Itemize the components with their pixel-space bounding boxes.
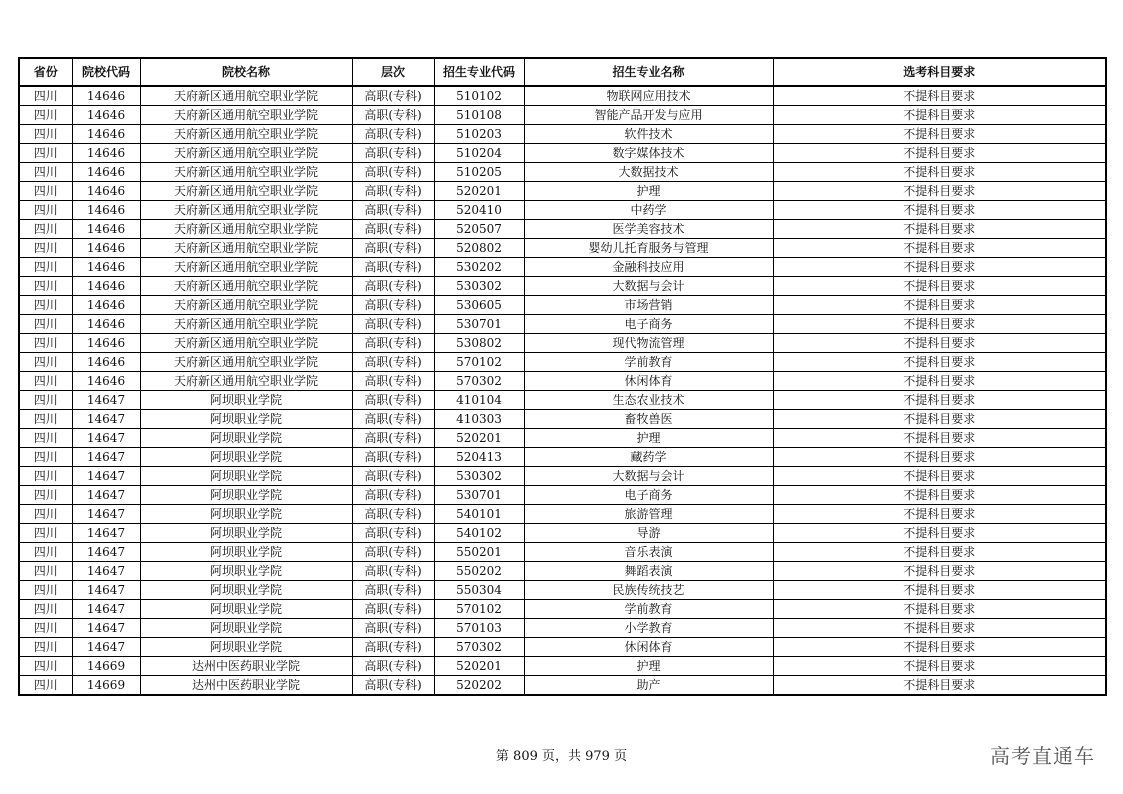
cell-school-code: 14646 <box>72 334 140 353</box>
table-row <box>19 315 1106 334</box>
cell-level: 高职(专科) <box>352 86 434 106</box>
cell-major-code: 530202 <box>434 258 524 277</box>
cell-level: 高职(专科) <box>352 619 434 638</box>
cell-subject-requirement: 不提科目要求 <box>773 372 1106 391</box>
cell-province: 四川 <box>19 448 72 467</box>
cell-level: 高职(专科) <box>352 467 434 486</box>
cell-major-code: 540101 <box>434 505 524 524</box>
cell-province: 四川 <box>19 334 72 353</box>
cell-level: 高职(专科) <box>352 163 434 182</box>
cell-subject-requirement: 不提科目要求 <box>773 619 1106 638</box>
cell-subject-requirement: 不提科目要求 <box>773 258 1106 277</box>
cell-school-code: 14647 <box>72 391 140 410</box>
table-row <box>19 638 1106 657</box>
table-body <box>19 86 1106 695</box>
cell-school-code: 14647 <box>72 581 140 600</box>
cell-province: 四川 <box>19 391 72 410</box>
cell-subject-requirement: 不提科目要求 <box>773 486 1106 505</box>
cell-school-code: 14646 <box>72 106 140 125</box>
cell-school-name: 天府新区通用航空职业学院 <box>140 334 352 353</box>
cell-major-code: 570302 <box>434 372 524 391</box>
cell-school-code: 14647 <box>72 600 140 619</box>
cell-major-code: 510204 <box>434 144 524 163</box>
cell-province: 四川 <box>19 638 72 657</box>
cell-level: 高职(专科) <box>352 410 434 429</box>
table-row <box>19 600 1106 619</box>
cell-subject-requirement: 不提科目要求 <box>773 505 1106 524</box>
cell-major-name: 休闲体育 <box>524 638 773 657</box>
cell-level: 高职(专科) <box>352 524 434 543</box>
cell-level: 高职(专科) <box>352 657 434 676</box>
cell-major-name: 软件技术 <box>524 125 773 144</box>
table-row <box>19 334 1106 353</box>
cell-subject-requirement: 不提科目要求 <box>773 600 1106 619</box>
column-header-province: 省份 <box>19 58 72 86</box>
table-row <box>19 467 1106 486</box>
column-header-major-name: 招生专业名称 <box>524 58 773 86</box>
cell-subject-requirement: 不提科目要求 <box>773 543 1106 562</box>
cell-school-name: 天府新区通用航空职业学院 <box>140 163 352 182</box>
cell-province: 四川 <box>19 410 72 429</box>
cell-school-code: 14646 <box>72 315 140 334</box>
cell-school-code: 14647 <box>72 429 140 448</box>
cell-school-name: 天府新区通用航空职业学院 <box>140 86 352 106</box>
cell-province: 四川 <box>19 296 72 315</box>
cell-province: 四川 <box>19 486 72 505</box>
cell-major-name: 音乐表演 <box>524 543 773 562</box>
cell-province: 四川 <box>19 505 72 524</box>
cell-level: 高职(专科) <box>352 638 434 657</box>
cell-major-code: 530802 <box>434 334 524 353</box>
cell-school-code: 14646 <box>72 258 140 277</box>
cell-major-code: 510102 <box>434 86 524 106</box>
cell-school-code: 14646 <box>72 144 140 163</box>
cell-major-code: 520507 <box>434 220 524 239</box>
cell-level: 高职(专科) <box>352 315 434 334</box>
cell-school-name: 天府新区通用航空职业学院 <box>140 277 352 296</box>
cell-major-code: 570103 <box>434 619 524 638</box>
cell-major-code: 520201 <box>434 429 524 448</box>
cell-province: 四川 <box>19 543 72 562</box>
cell-major-name: 现代物流管理 <box>524 334 773 353</box>
cell-major-code: 530701 <box>434 486 524 505</box>
cell-province: 四川 <box>19 106 72 125</box>
cell-school-name: 达州中医药职业学院 <box>140 676 352 696</box>
table-row <box>19 524 1106 543</box>
cell-level: 高职(专科) <box>352 562 434 581</box>
cell-major-code: 550201 <box>434 543 524 562</box>
table-row <box>19 144 1106 163</box>
cell-major-name: 大数据与会计 <box>524 277 773 296</box>
cell-subject-requirement: 不提科目要求 <box>773 448 1106 467</box>
cell-school-code: 14647 <box>72 467 140 486</box>
cell-school-code: 14646 <box>72 201 140 220</box>
cell-school-name: 天府新区通用航空职业学院 <box>140 201 352 220</box>
cell-major-code: 570102 <box>434 353 524 372</box>
cell-subject-requirement: 不提科目要求 <box>773 182 1106 201</box>
cell-subject-requirement: 不提科目要求 <box>773 429 1106 448</box>
cell-school-name: 天府新区通用航空职业学院 <box>140 353 352 372</box>
cell-province: 四川 <box>19 467 72 486</box>
cell-major-code: 570102 <box>434 600 524 619</box>
cell-school-name: 天府新区通用航空职业学院 <box>140 106 352 125</box>
cell-major-code: 520802 <box>434 239 524 258</box>
cell-subject-requirement: 不提科目要求 <box>773 144 1106 163</box>
cell-major-code: 530605 <box>434 296 524 315</box>
cell-subject-requirement: 不提科目要求 <box>773 676 1106 696</box>
cell-school-code: 14647 <box>72 524 140 543</box>
cell-level: 高职(专科) <box>352 296 434 315</box>
cell-major-code: 520202 <box>434 676 524 696</box>
cell-major-code: 540102 <box>434 524 524 543</box>
cell-school-name: 阿坝职业学院 <box>140 524 352 543</box>
cell-major-name: 护理 <box>524 657 773 676</box>
table-row <box>19 657 1106 676</box>
table-row <box>19 429 1106 448</box>
cell-level: 高职(专科) <box>352 106 434 125</box>
table-row <box>19 239 1106 258</box>
cell-major-name: 市场营销 <box>524 296 773 315</box>
cell-major-name: 藏药学 <box>524 448 773 467</box>
cell-province: 四川 <box>19 86 72 106</box>
cell-subject-requirement: 不提科目要求 <box>773 163 1106 182</box>
cell-level: 高职(专科) <box>352 277 434 296</box>
cell-school-name: 阿坝职业学院 <box>140 486 352 505</box>
cell-major-code: 510205 <box>434 163 524 182</box>
table-row <box>19 581 1106 600</box>
cell-school-name: 阿坝职业学院 <box>140 600 352 619</box>
cell-major-code: 520201 <box>434 657 524 676</box>
table-row <box>19 448 1106 467</box>
cell-level: 高职(专科) <box>352 448 434 467</box>
cell-subject-requirement: 不提科目要求 <box>773 277 1106 296</box>
cell-subject-requirement: 不提科目要求 <box>773 638 1106 657</box>
cell-school-name: 天府新区通用航空职业学院 <box>140 182 352 201</box>
cell-major-name: 学前教育 <box>524 353 773 372</box>
cell-level: 高职(专科) <box>352 182 434 201</box>
cell-school-code: 14647 <box>72 619 140 638</box>
table-header-row <box>19 58 1106 86</box>
cell-major-name: 民族传统技艺 <box>524 581 773 600</box>
cell-major-name: 医学美容技术 <box>524 220 773 239</box>
cell-major-name: 畜牧兽医 <box>524 410 773 429</box>
watermark-logo: 高考直通车 <box>990 744 1095 768</box>
cell-school-name: 阿坝职业学院 <box>140 448 352 467</box>
cell-level: 高职(专科) <box>352 505 434 524</box>
cell-subject-requirement: 不提科目要求 <box>773 201 1106 220</box>
cell-level: 高职(专科) <box>352 258 434 277</box>
table-row <box>19 372 1106 391</box>
cell-major-name: 学前教育 <box>524 600 773 619</box>
table-row <box>19 676 1106 696</box>
table-row <box>19 410 1106 429</box>
cell-province: 四川 <box>19 600 72 619</box>
cell-level: 高职(专科) <box>352 429 434 448</box>
cell-school-code: 14647 <box>72 486 140 505</box>
cell-subject-requirement: 不提科目要求 <box>773 581 1106 600</box>
cell-subject-requirement: 不提科目要求 <box>773 391 1106 410</box>
cell-level: 高职(专科) <box>352 486 434 505</box>
table-row <box>19 163 1106 182</box>
cell-subject-requirement: 不提科目要求 <box>773 315 1106 334</box>
cell-major-name: 大数据技术 <box>524 163 773 182</box>
cell-province: 四川 <box>19 619 72 638</box>
cell-province: 四川 <box>19 277 72 296</box>
cell-school-name: 天府新区通用航空职业学院 <box>140 125 352 144</box>
table-row <box>19 353 1106 372</box>
cell-school-name: 阿坝职业学院 <box>140 391 352 410</box>
table-row <box>19 220 1106 239</box>
cell-province: 四川 <box>19 429 72 448</box>
cell-major-name: 大数据与会计 <box>524 467 773 486</box>
cell-subject-requirement: 不提科目要求 <box>773 467 1106 486</box>
cell-school-code: 14646 <box>72 86 140 106</box>
cell-school-name: 天府新区通用航空职业学院 <box>140 144 352 163</box>
cell-province: 四川 <box>19 239 72 258</box>
cell-subject-requirement: 不提科目要求 <box>773 410 1106 429</box>
cell-major-name: 小学教育 <box>524 619 773 638</box>
table-row <box>19 182 1106 201</box>
table-row <box>19 543 1106 562</box>
cell-school-code: 14647 <box>72 562 140 581</box>
cell-subject-requirement: 不提科目要求 <box>773 562 1106 581</box>
cell-subject-requirement: 不提科目要求 <box>773 125 1106 144</box>
column-header-school-name: 院校名称 <box>140 58 352 86</box>
cell-province: 四川 <box>19 657 72 676</box>
table-row <box>19 258 1106 277</box>
cell-school-name: 阿坝职业学院 <box>140 581 352 600</box>
cell-province: 四川 <box>19 182 72 201</box>
cell-school-code: 14646 <box>72 239 140 258</box>
cell-major-code: 510203 <box>434 125 524 144</box>
cell-school-code: 14646 <box>72 182 140 201</box>
cell-subject-requirement: 不提科目要求 <box>773 657 1106 676</box>
cell-province: 四川 <box>19 144 72 163</box>
table-row <box>19 125 1106 144</box>
cell-major-name: 婴幼儿托育服务与管理 <box>524 239 773 258</box>
cell-province: 四川 <box>19 581 72 600</box>
cell-school-code: 14669 <box>72 657 140 676</box>
cell-major-name: 物联网应用技术 <box>524 86 773 106</box>
column-header-subject-requirement: 选考科目要求 <box>773 58 1106 86</box>
cell-subject-requirement: 不提科目要求 <box>773 239 1106 258</box>
cell-school-name: 阿坝职业学院 <box>140 505 352 524</box>
cell-major-name: 休闲体育 <box>524 372 773 391</box>
cell-major-name: 助产 <box>524 676 773 696</box>
column-header-major-code: 招生专业代码 <box>434 58 524 86</box>
cell-school-name: 天府新区通用航空职业学院 <box>140 258 352 277</box>
cell-major-code: 530302 <box>434 277 524 296</box>
cell-school-code: 14646 <box>72 125 140 144</box>
cell-major-code: 520410 <box>434 201 524 220</box>
cell-school-code: 14647 <box>72 448 140 467</box>
cell-subject-requirement: 不提科目要求 <box>773 334 1106 353</box>
cell-school-code: 14647 <box>72 543 140 562</box>
cell-province: 四川 <box>19 562 72 581</box>
cell-level: 高职(专科) <box>352 391 434 410</box>
cell-subject-requirement: 不提科目要求 <box>773 296 1106 315</box>
cell-school-name: 阿坝职业学院 <box>140 429 352 448</box>
table-row <box>19 201 1106 220</box>
cell-school-name: 阿坝职业学院 <box>140 410 352 429</box>
cell-major-name: 金融科技应用 <box>524 258 773 277</box>
table-row <box>19 296 1106 315</box>
table-row <box>19 391 1106 410</box>
cell-subject-requirement: 不提科目要求 <box>773 106 1106 125</box>
cell-major-code: 570302 <box>434 638 524 657</box>
cell-school-code: 14646 <box>72 372 140 391</box>
table-row <box>19 562 1106 581</box>
cell-school-name: 阿坝职业学院 <box>140 638 352 657</box>
cell-school-code: 14646 <box>72 163 140 182</box>
table-row <box>19 505 1106 524</box>
cell-province: 四川 <box>19 125 72 144</box>
cell-major-code: 520413 <box>434 448 524 467</box>
cell-level: 高职(专科) <box>352 581 434 600</box>
cell-province: 四川 <box>19 676 72 696</box>
cell-major-name: 中药学 <box>524 201 773 220</box>
cell-major-code: 410303 <box>434 410 524 429</box>
cell-major-name: 数字媒体技术 <box>524 144 773 163</box>
cell-province: 四川 <box>19 353 72 372</box>
cell-major-code: 510108 <box>434 106 524 125</box>
cell-school-name: 阿坝职业学院 <box>140 543 352 562</box>
column-header-level: 层次 <box>352 58 434 86</box>
cell-school-code: 14647 <box>72 505 140 524</box>
cell-level: 高职(专科) <box>352 334 434 353</box>
cell-major-code: 530302 <box>434 467 524 486</box>
cell-province: 四川 <box>19 201 72 220</box>
cell-province: 四川 <box>19 372 72 391</box>
cell-school-code: 14646 <box>72 220 140 239</box>
page-number: 第 809 页，共 979 页 <box>495 749 628 764</box>
cell-province: 四川 <box>19 258 72 277</box>
table-row <box>19 277 1106 296</box>
cell-major-code: 550202 <box>434 562 524 581</box>
cell-major-name: 电子商务 <box>524 486 773 505</box>
table-row <box>19 106 1106 125</box>
cell-school-name: 达州中医药职业学院 <box>140 657 352 676</box>
cell-subject-requirement: 不提科目要求 <box>773 353 1106 372</box>
cell-major-name: 舞蹈表演 <box>524 562 773 581</box>
cell-level: 高职(专科) <box>352 353 434 372</box>
table-row <box>19 619 1106 638</box>
cell-major-name: 电子商务 <box>524 315 773 334</box>
cell-major-name: 护理 <box>524 429 773 448</box>
cell-level: 高职(专科) <box>352 220 434 239</box>
cell-level: 高职(专科) <box>352 372 434 391</box>
table-row <box>19 86 1106 106</box>
cell-province: 四川 <box>19 220 72 239</box>
cell-province: 四川 <box>19 524 72 543</box>
cell-school-name: 阿坝职业学院 <box>140 467 352 486</box>
enrollment-table <box>18 57 1107 696</box>
cell-province: 四川 <box>19 163 72 182</box>
cell-school-name: 天府新区通用航空职业学院 <box>140 296 352 315</box>
cell-school-code: 14647 <box>72 410 140 429</box>
cell-major-code: 520201 <box>434 182 524 201</box>
column-header-school-code: 院校代码 <box>72 58 140 86</box>
cell-level: 高职(专科) <box>352 125 434 144</box>
cell-major-name: 护理 <box>524 182 773 201</box>
cell-school-name: 天府新区通用航空职业学院 <box>140 372 352 391</box>
cell-school-code: 14647 <box>72 638 140 657</box>
cell-level: 高职(专科) <box>352 201 434 220</box>
cell-school-code: 14669 <box>72 676 140 696</box>
cell-school-name: 天府新区通用航空职业学院 <box>140 315 352 334</box>
table-row <box>19 486 1106 505</box>
cell-school-name: 阿坝职业学院 <box>140 562 352 581</box>
cell-major-name: 旅游管理 <box>524 505 773 524</box>
cell-major-name: 智能产品开发与应用 <box>524 106 773 125</box>
cell-school-name: 天府新区通用航空职业学院 <box>140 239 352 258</box>
cell-subject-requirement: 不提科目要求 <box>773 220 1106 239</box>
cell-major-code: 410104 <box>434 391 524 410</box>
cell-school-code: 14646 <box>72 353 140 372</box>
cell-level: 高职(专科) <box>352 144 434 163</box>
cell-subject-requirement: 不提科目要求 <box>773 86 1106 106</box>
cell-school-code: 14646 <box>72 296 140 315</box>
cell-level: 高职(专科) <box>352 600 434 619</box>
cell-province: 四川 <box>19 315 72 334</box>
cell-level: 高职(专科) <box>352 239 434 258</box>
cell-school-name: 阿坝职业学院 <box>140 619 352 638</box>
cell-level: 高职(专科) <box>352 676 434 696</box>
cell-level: 高职(专科) <box>352 543 434 562</box>
cell-school-name: 天府新区通用航空职业学院 <box>140 220 352 239</box>
cell-school-code: 14646 <box>72 277 140 296</box>
cell-major-name: 生态农业技术 <box>524 391 773 410</box>
cell-subject-requirement: 不提科目要求 <box>773 524 1106 543</box>
cell-major-name: 导游 <box>524 524 773 543</box>
cell-major-code: 550304 <box>434 581 524 600</box>
cell-major-code: 530701 <box>434 315 524 334</box>
